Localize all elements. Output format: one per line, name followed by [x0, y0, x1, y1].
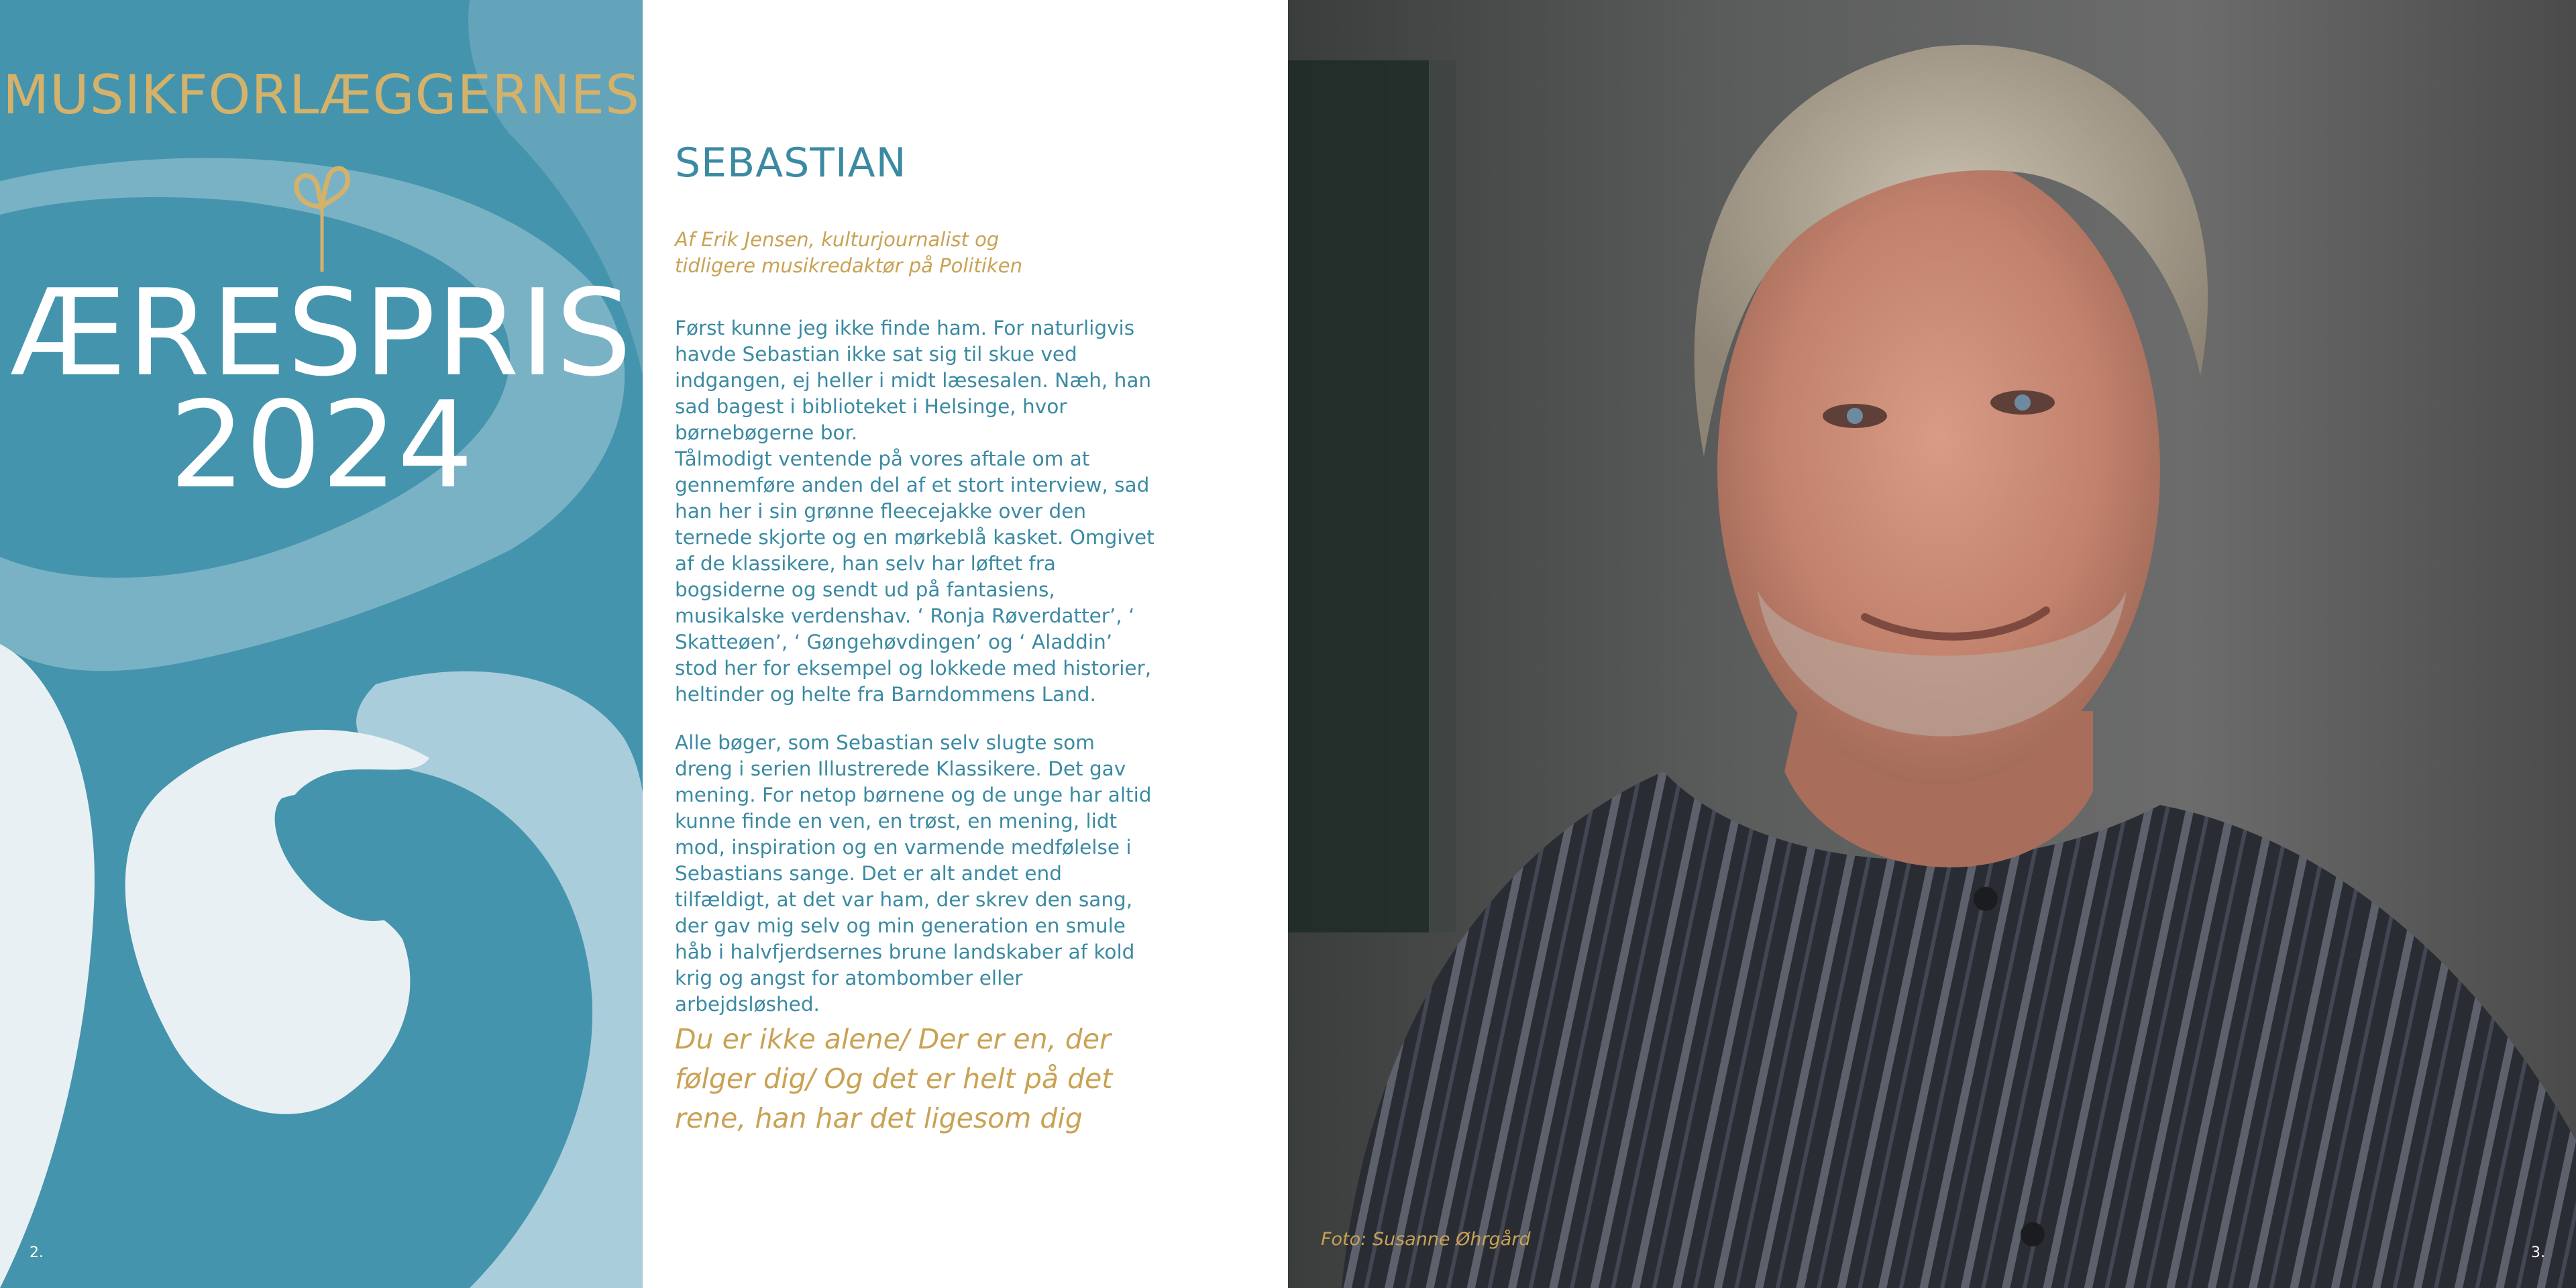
- swirl-comma: [125, 730, 429, 1114]
- page-number-left: 2.: [30, 1244, 44, 1261]
- brand-title: MUSIKFORLÆGGERNES: [3, 64, 640, 126]
- article-title: SEBASTIAN: [675, 140, 907, 186]
- award-year: 2024: [169, 376, 474, 515]
- background-window: [1288, 60, 1429, 932]
- article-paragraph-3: Alle bøger, som Sebastian selv slugte som dreng i serien Illustrerede Klassikere. Det gav mening. For netop børnene og de unge har altid kunne finde en ven, en trøst, en mening, lidt mod, inspiration og en varmende medfølelse i Sebastians sange. Det er alt andet end tilfældigt, at det var ham, der skrev den sang, der gav mig selv og min generation en smule håb i halvfjerdsernes brune landskaber af kold krig og angst for atombomber eller arbejdsløshed.: [675, 731, 1152, 1016]
- left-page: [0, 0, 643, 1288]
- article-paragraph-1: Først kunne jeg ikke finde ham. For naturligvis havde Sebastian ikke sat sig til skue ved indgangen, ej heller i midt læsesalen. Næh, han sad bagest i biblioteket i Helsinge, hvor børnebøgerne bor.: [675, 317, 1152, 444]
- lyric-quote: Du er ikke alene/ Der er en, der følger dig/ Og det er helt på det rene, han har det ligesom dig: [675, 1023, 1113, 1134]
- photo-credit: Foto: Susanne Øhrgård: [1321, 1229, 1531, 1250]
- byline-line-1: Af Erik Jensen, kulturjournalist og: [675, 228, 1000, 251]
- photo-page: [1288, 0, 2576, 1288]
- article-page: [643, 0, 1288, 1288]
- article-paragraph-2: Tålmodigt ventende på vores aftale om at gennemføre anden del af et stort interview, sad han her i sin grønne fleecejakke over den ternede skjorte og en mørkeblå kasket. Omgivet af de klassikere, han selv har løftet fra bogsiderne og sendt ud på fantasiens, musikalske verdenshav. ‘ Ronja Røverdatter’, ‘ Skatteøen’, ‘ Gøngehøvdingen’ og ‘ Aladdin’ stod her for eksempel og lokkede med historier, heltinder og helte fra Barndommens Land.: [675, 447, 1155, 706]
- page-number-right: 3.: [2531, 1244, 2545, 1261]
- portrait-photo: [1288, 0, 2576, 1288]
- byline-line-2: tidligere musikredaktør på Politiken: [675, 254, 1022, 277]
- note-sprout-icon: [288, 158, 356, 278]
- article-byline: [675, 227, 1051, 279]
- award-title: ÆRESPRIS: [10, 264, 633, 402]
- swirl-pale-left: [0, 644, 95, 1288]
